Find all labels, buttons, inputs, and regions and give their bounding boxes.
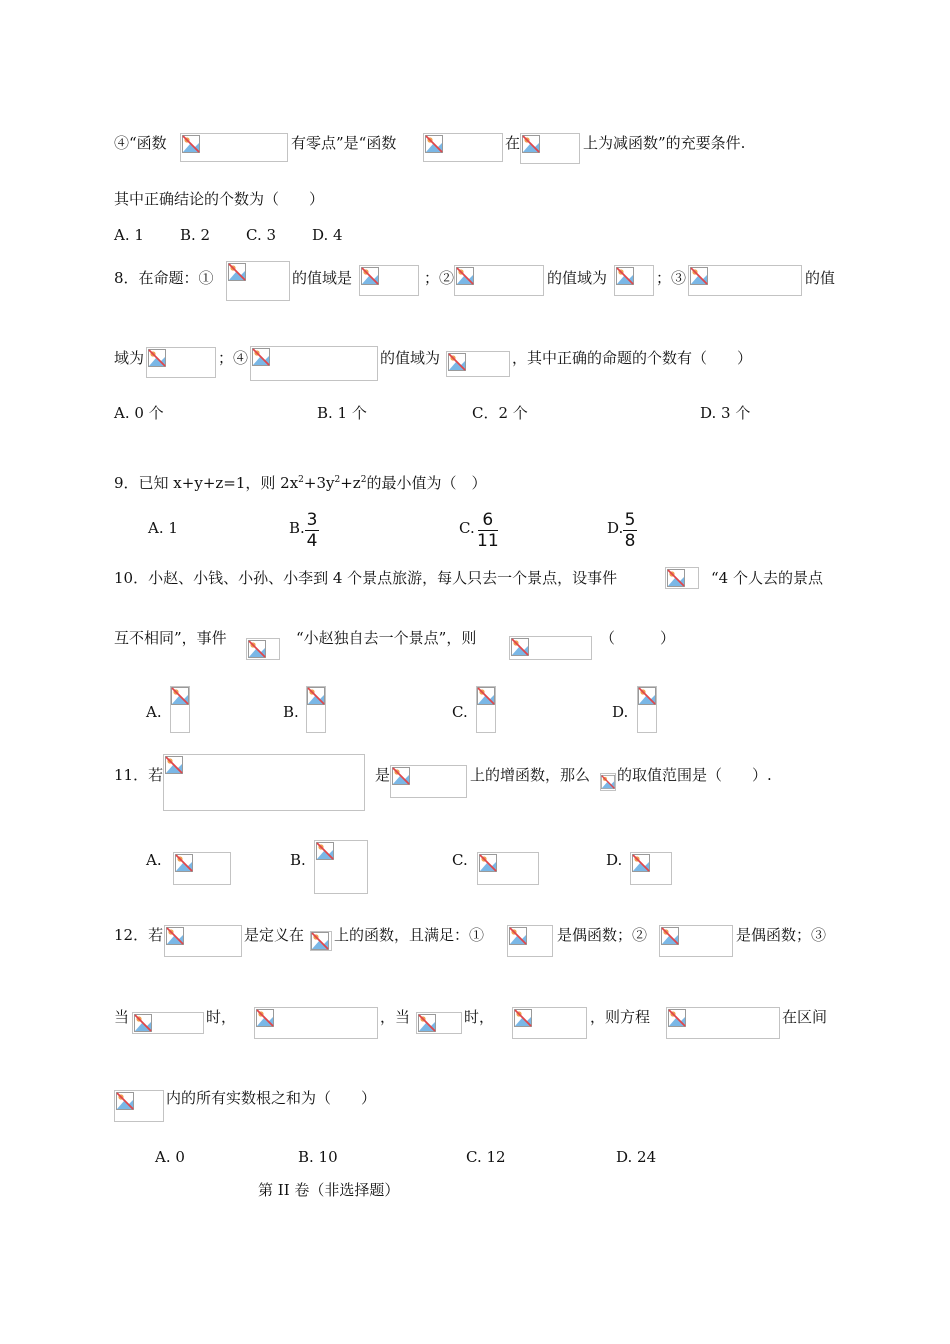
numerator: 5 <box>624 510 636 530</box>
broken-image-icon <box>668 1009 686 1027</box>
option-c-label: C. <box>452 703 468 721</box>
option-a: A. 1 <box>148 519 178 537</box>
option-d-label: D. <box>606 851 623 869</box>
formula-image <box>423 133 503 162</box>
option-c-label: C. <box>452 851 468 869</box>
formula-image <box>659 925 733 957</box>
broken-image-icon <box>311 932 329 950</box>
option-b-fraction <box>305 512 319 550</box>
text: 12．若 <box>114 926 164 944</box>
broken-image-icon <box>448 353 466 371</box>
option-a-label: A. <box>146 851 162 869</box>
text: ；② <box>424 269 455 287</box>
formula-image <box>246 638 280 660</box>
broken-image-icon <box>248 640 266 658</box>
text: ；④ <box>218 349 249 367</box>
text: 内的所有实数根之和为（ ） <box>166 1089 377 1107</box>
text: ，其中正确的命题的个数有（ ） <box>512 349 753 367</box>
formula-image <box>180 133 288 162</box>
text: ，则方程 <box>590 1008 651 1026</box>
q9-stem <box>114 473 486 493</box>
broken-image-icon <box>477 687 495 705</box>
exponent: 2 <box>360 475 367 485</box>
broken-image-icon <box>479 854 497 872</box>
option-b: B. 1 个 <box>317 404 367 422</box>
formula-image <box>446 351 510 377</box>
text: 在 <box>505 134 521 152</box>
text: 上的增函数，那么 <box>470 766 591 784</box>
broken-image-icon <box>638 687 656 705</box>
formula-image <box>226 261 290 301</box>
text: 8．在命题：① <box>114 269 214 287</box>
formula-image <box>520 133 580 164</box>
broken-image-icon <box>175 854 193 872</box>
broken-image-icon <box>522 135 540 153</box>
broken-image-icon <box>601 774 615 790</box>
broken-image-icon <box>418 1014 436 1032</box>
broken-image-icon <box>116 1092 134 1110</box>
denominator: 8 <box>624 531 636 551</box>
option-d-image <box>630 852 672 885</box>
formula-image <box>509 636 592 660</box>
text: 的值域为 <box>380 349 441 367</box>
text: 是偶函数；② <box>557 926 648 944</box>
exponent: 2 <box>334 475 341 485</box>
option-d-label: D. <box>612 703 629 721</box>
text: 互不相同”，事件 <box>114 629 227 647</box>
formula-image <box>254 1007 378 1039</box>
text: “小赵独自去一个景点”，则 <box>296 629 477 647</box>
broken-image-icon <box>228 263 246 281</box>
text: 当 <box>114 1008 130 1026</box>
formula-image <box>512 1007 587 1039</box>
numerator: 3 <box>306 510 318 530</box>
option-c-image <box>477 852 539 885</box>
broken-image-icon <box>134 1014 152 1032</box>
formula-image <box>416 1012 462 1034</box>
broken-image-icon <box>148 349 166 367</box>
broken-image-icon <box>511 638 529 656</box>
text: 是偶函数；③ <box>736 926 827 944</box>
denominator: 11 <box>477 531 499 551</box>
text: +3y <box>303 474 335 492</box>
option-c-label: C. <box>459 519 475 537</box>
text: 的最小值为（ ） <box>366 474 487 492</box>
formula-image <box>163 754 365 811</box>
section-title: 第 II 卷（非选择题） <box>258 1181 400 1199</box>
option-c: C. 3 <box>246 226 277 244</box>
option-b-label: B. <box>290 851 306 869</box>
option-c: C. 12 <box>466 1148 506 1166</box>
option-b-label: B. <box>289 519 305 537</box>
formula-image <box>666 1007 780 1039</box>
option-d-label: D. <box>607 519 624 537</box>
option-d: D. 24 <box>616 1148 657 1166</box>
formula-image <box>359 265 419 296</box>
broken-image-icon <box>256 1009 274 1027</box>
text: 的值域是 <box>292 269 353 287</box>
text: 域为 <box>114 349 145 367</box>
text: （ ） <box>600 629 676 647</box>
formula-image <box>146 347 216 378</box>
option-a-image <box>170 686 190 733</box>
broken-image-icon <box>514 1009 532 1027</box>
text: 10．小赵、小钱、小孙、小李到 4 个景点旅游，每人只去一个景点，设事件 <box>114 569 618 587</box>
text: 的取值范围是（ ）. <box>617 766 772 784</box>
text: 11．若 <box>114 766 164 784</box>
broken-image-icon <box>509 927 527 945</box>
exponent: 2 <box>298 475 304 485</box>
formula-image <box>688 265 802 296</box>
text: 时， <box>464 1008 495 1026</box>
broken-image-icon <box>316 842 334 860</box>
broken-image-icon <box>392 767 410 785</box>
broken-image-icon <box>667 569 685 587</box>
option-c-fraction <box>477 512 499 550</box>
text: “4 个人去的景点 <box>711 569 823 587</box>
option-c: C．2 个 <box>472 404 528 422</box>
text: 的值域为 <box>547 269 608 287</box>
broken-image-icon <box>165 756 183 774</box>
text: 是定义在 <box>244 926 305 944</box>
option-b-image <box>314 840 368 894</box>
option-b: B. 2 <box>180 226 211 244</box>
option-d: D. 3 个 <box>700 404 751 422</box>
denominator: 4 <box>306 531 318 551</box>
broken-image-icon <box>171 687 189 705</box>
option-d-fraction <box>623 512 637 550</box>
option-b-label: B. <box>283 703 299 721</box>
formula-image <box>600 773 616 791</box>
text: 上为减函数”的充要条件. <box>583 134 746 152</box>
broken-image-icon <box>661 927 679 945</box>
numerator: 6 <box>482 510 494 530</box>
broken-image-icon <box>690 267 708 285</box>
option-d-image <box>637 686 657 733</box>
text: 上的函数，且满足：① <box>334 926 485 944</box>
broken-image-icon <box>182 135 200 153</box>
option-d: D. 4 <box>312 226 343 244</box>
broken-image-icon <box>616 267 634 285</box>
formula-image <box>390 765 467 798</box>
text: 时， <box>206 1008 237 1026</box>
broken-image-icon <box>307 687 325 705</box>
option-a-image <box>173 852 231 885</box>
option-b: B. 10 <box>298 1148 338 1166</box>
broken-image-icon <box>166 927 184 945</box>
text: 的值 <box>805 269 836 287</box>
option-a-label: A. <box>146 703 162 721</box>
text: ④“函数 <box>114 134 167 152</box>
text: 是 <box>375 766 391 784</box>
option-b-image <box>306 686 326 733</box>
formula-image <box>454 265 544 296</box>
text: 有零点”是“函数 <box>291 134 397 152</box>
text: 在区间 <box>782 1008 828 1026</box>
formula-image <box>164 925 242 957</box>
formula-image <box>310 931 332 951</box>
broken-image-icon <box>361 267 379 285</box>
text: ，当 <box>380 1008 411 1026</box>
option-a: A. 0 个 <box>114 404 164 422</box>
formula-image <box>665 567 699 589</box>
formula-image <box>250 346 378 381</box>
option-a: A. 0 <box>155 1148 185 1166</box>
broken-image-icon <box>425 135 443 153</box>
broken-image-icon <box>456 267 474 285</box>
broken-image-icon <box>632 854 650 872</box>
text: 9．已知 x+y+z=1，则 2x <box>114 474 299 492</box>
option-c-image <box>476 686 496 733</box>
broken-image-icon <box>252 348 270 366</box>
formula-image <box>507 925 553 957</box>
text: ；③ <box>656 269 687 287</box>
formula-image <box>114 1090 164 1122</box>
text: +z <box>340 474 361 492</box>
formula-image <box>614 265 654 296</box>
option-a: A. 1 <box>114 226 144 244</box>
q7-prompt: 其中正确结论的个数为（ ） <box>114 190 325 208</box>
formula-image <box>132 1012 204 1034</box>
